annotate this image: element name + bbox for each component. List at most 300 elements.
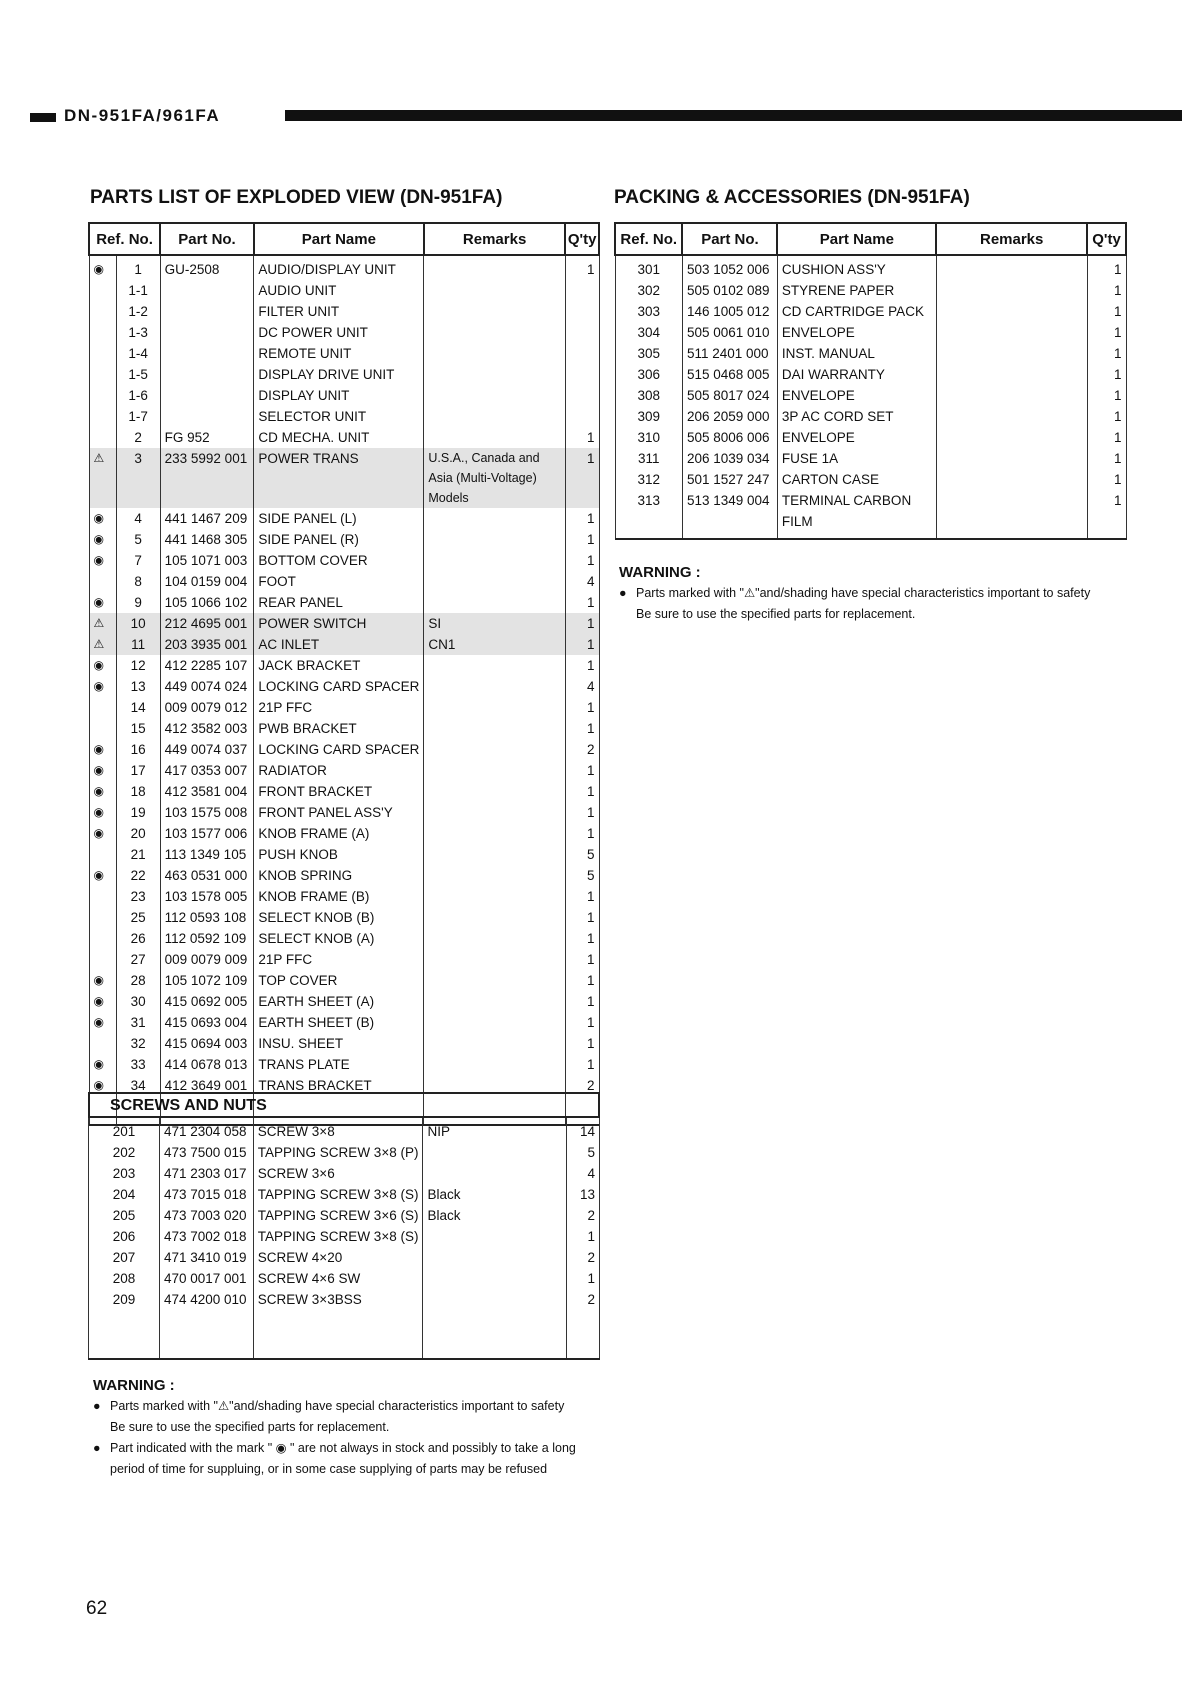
empty-cell [936, 532, 1087, 539]
page-header [30, 106, 1182, 128]
table-row [89, 255, 599, 280]
ref-no-cell: 34 [116, 1075, 160, 1096]
qty-cell: 14 [566, 1118, 599, 1142]
ref-no-cell: 303 [615, 301, 682, 322]
warning-line: Part indicated with the mark " ◉ " are not always in stock and possibly to take a long [110, 1441, 576, 1455]
ref-no-cell: 305 [615, 343, 682, 364]
part-name-cell: 3P AC CORD SET [777, 406, 936, 427]
part-no-cell: 505 0061 010 [682, 322, 777, 343]
mark-cell [89, 280, 116, 301]
remarks-cell [424, 970, 565, 991]
ref-no-cell: 1-2 [116, 301, 160, 322]
qty-cell: 1 [1087, 255, 1126, 280]
ref-no-cell: 23 [116, 886, 160, 907]
part-name-cell: TAPPING SCREW 3×8 (P) [253, 1142, 423, 1163]
remarks-cell [423, 1226, 566, 1247]
table-row [89, 385, 599, 406]
part-no-cell: 513 1349 004 [682, 490, 777, 532]
mark-cell [89, 571, 116, 592]
part-name-cell: TAPPING SCREW 3×8 (S) [253, 1226, 423, 1247]
qty-cell: 1 [565, 928, 599, 949]
part-no-cell: 511 2401 000 [682, 343, 777, 364]
remarks-cell [424, 907, 565, 928]
part-no-cell: GU-2508 [160, 255, 254, 280]
part-no-cell: 473 7015 018 [159, 1184, 253, 1205]
qty-cell: 13 [566, 1184, 599, 1205]
remarks-cell [936, 322, 1087, 343]
model-title: DN-951FA/961FA [64, 106, 221, 125]
parts-list-title: PARTS LIST OF EXPLODED VIEW (DN-951FA) [90, 187, 503, 208]
col-part-no: Part No. [682, 223, 777, 255]
remarks-cell [936, 255, 1087, 280]
table-row [89, 406, 599, 427]
part-name-cell: TRANS PLATE [254, 1054, 424, 1075]
mark-cell [89, 343, 116, 364]
warning-item [619, 583, 1139, 625]
qty-cell: 2 [566, 1205, 599, 1226]
table-row [89, 1268, 600, 1289]
remarks-cell [424, 550, 565, 571]
qty-cell: 5 [565, 865, 599, 886]
stock-mark-icon: ◉ [89, 970, 116, 991]
remarks-cell: SI [424, 613, 565, 634]
part-no-cell: 112 0592 109 [160, 928, 254, 949]
table-row [89, 613, 599, 634]
parts-list-table [88, 222, 600, 1126]
warning-item [93, 1396, 613, 1438]
ref-no-cell: 31 [116, 1012, 160, 1033]
ref-no-cell: 310 [615, 427, 682, 448]
qty-cell: 1 [565, 949, 599, 970]
ref-no-cell: 1-1 [116, 280, 160, 301]
ref-no-cell: 1-3 [116, 322, 160, 343]
part-no-cell: 103 1575 008 [160, 802, 254, 823]
ref-no-cell: 14 [116, 697, 160, 718]
qty-cell: 1 [565, 907, 599, 928]
part-name-cell: EARTH SHEET (B) [254, 1012, 424, 1033]
qty-cell: 1 [1087, 490, 1126, 532]
part-no-cell: 505 8006 006 [682, 427, 777, 448]
remarks-cell [424, 592, 565, 613]
table-row [615, 322, 1126, 343]
table-row [89, 1205, 600, 1226]
remarks-cell [423, 1142, 566, 1163]
ref-no-cell: 311 [615, 448, 682, 469]
part-name-cell: REAR PANEL [254, 592, 424, 613]
part-no-cell: 474 4200 010 [159, 1289, 253, 1310]
part-name-cell: POWER SWITCH [254, 613, 424, 634]
part-name-cell: TAPPING SCREW 3×8 (S) [253, 1184, 423, 1205]
part-no-cell: 503 1052 006 [682, 255, 777, 280]
remarks-cell [936, 427, 1087, 448]
remarks-cell: Black [423, 1205, 566, 1226]
part-no-cell: 441 1467 209 [160, 508, 254, 529]
table-row [89, 1184, 600, 1205]
qty-cell: 1 [565, 427, 599, 448]
mark-cell [89, 1033, 116, 1054]
table-row [615, 301, 1126, 322]
table-row [89, 529, 599, 550]
bullet-icon: ● [93, 1441, 101, 1455]
safety-warning-icon: ⚠ [89, 613, 116, 634]
qty-cell: 1 [565, 760, 599, 781]
ref-no-cell: 1-5 [116, 364, 160, 385]
stock-mark-icon: ◉ [89, 739, 116, 760]
remarks-cell [424, 406, 565, 427]
qty-cell: 1 [565, 255, 599, 280]
part-no-cell: 203 3935 001 [160, 634, 254, 655]
qty-cell: 4 [565, 676, 599, 697]
part-name-cell: SIDE PANEL (L) [254, 508, 424, 529]
part-name-cell: PWB BRACKET [254, 718, 424, 739]
part-name-cell: DISPLAY UNIT [254, 385, 424, 406]
qty-cell: 1 [566, 1226, 599, 1247]
qty-cell: 2 [565, 1075, 599, 1096]
part-no-cell: 449 0074 037 [160, 739, 254, 760]
mark-cell [89, 907, 116, 928]
empty-cell [423, 1310, 566, 1359]
remarks-cell [424, 1054, 565, 1075]
ref-no-cell: 304 [615, 322, 682, 343]
ref-no-cell: 19 [116, 802, 160, 823]
part-no-cell: 412 2285 107 [160, 655, 254, 676]
part-name-cell: CD MECHA. UNIT [254, 427, 424, 448]
part-name-cell: SCREW 3×3BSS [253, 1289, 423, 1310]
part-no-cell: 415 0692 005 [160, 991, 254, 1012]
ref-no-cell: 22 [116, 865, 160, 886]
qty-cell: 1 [1087, 364, 1126, 385]
col-ref-no: Ref. No. [89, 223, 160, 255]
table-row [615, 385, 1126, 406]
part-no-cell: 104 0159 004 [160, 571, 254, 592]
qty-cell: 1 [1087, 469, 1126, 490]
qty-cell [565, 364, 599, 385]
part-no-cell [160, 280, 254, 301]
remarks-cell [424, 697, 565, 718]
part-name-cell: SELECT KNOB (B) [254, 907, 424, 928]
part-no-cell: 471 2304 058 [159, 1118, 253, 1142]
table-row [615, 469, 1126, 490]
part-no-cell: 515 0468 005 [682, 364, 777, 385]
table-row [89, 550, 599, 571]
part-no-cell: 009 0079 009 [160, 949, 254, 970]
mark-cell [89, 385, 116, 406]
mark-cell [89, 886, 116, 907]
table-row [89, 907, 599, 928]
ref-no-cell: 4 [116, 508, 160, 529]
part-name-cell: RADIATOR [254, 760, 424, 781]
remarks-cell: NIP [423, 1118, 566, 1142]
ref-no-cell: 30 [116, 991, 160, 1012]
ref-no-cell: 203 [89, 1163, 160, 1184]
qty-cell: 1 [565, 529, 599, 550]
stock-mark-icon: ◉ [89, 655, 116, 676]
mark-cell [89, 949, 116, 970]
part-name-cell: JACK BRACKET [254, 655, 424, 676]
remarks-cell [424, 802, 565, 823]
remarks-cell [424, 823, 565, 844]
mark-cell [89, 844, 116, 865]
mark-cell [89, 406, 116, 427]
ref-no-cell: 28 [116, 970, 160, 991]
table-row [615, 280, 1126, 301]
remarks-cell [936, 406, 1087, 427]
ref-no-cell: 10 [116, 613, 160, 634]
part-name-cell: POWER TRANS [254, 448, 424, 508]
table-row [89, 364, 599, 385]
remarks-cell [424, 508, 565, 529]
part-name-cell: INST. MANUAL [777, 343, 936, 364]
table-row [89, 427, 599, 448]
qty-cell [565, 343, 599, 364]
qty-cell: 1 [1087, 322, 1126, 343]
part-no-cell: 415 0693 004 [160, 1012, 254, 1033]
table-row [89, 1247, 600, 1268]
stock-mark-icon: ◉ [89, 760, 116, 781]
part-name-cell: BOTTOM COVER [254, 550, 424, 571]
table-row [615, 364, 1126, 385]
table-row [89, 781, 599, 802]
part-name-cell: SCREW 4×6 SW [253, 1268, 423, 1289]
qty-cell: 1 [566, 1268, 599, 1289]
qty-cell: 1 [565, 718, 599, 739]
qty-cell: 1 [565, 802, 599, 823]
part-name-cell: SIDE PANEL (R) [254, 529, 424, 550]
ref-no-cell: 27 [116, 949, 160, 970]
part-no-cell [160, 406, 254, 427]
table-row [89, 1054, 599, 1075]
part-no-cell: 470 0017 001 [159, 1268, 253, 1289]
remarks-cell [936, 490, 1087, 532]
remarks-cell [424, 676, 565, 697]
table-row [89, 655, 599, 676]
table-row [89, 301, 599, 322]
screws-table [88, 1118, 600, 1360]
mark-cell [89, 322, 116, 343]
qty-cell: 1 [565, 613, 599, 634]
part-name-cell: AUDIO/DISPLAY UNIT [254, 255, 424, 280]
ref-no-cell: 26 [116, 928, 160, 949]
remarks-cell [423, 1247, 566, 1268]
warning-box-right [619, 562, 1139, 625]
part-no-cell: 414 0678 013 [160, 1054, 254, 1075]
table-row [615, 255, 1126, 280]
remarks-cell: CN1 [424, 634, 565, 655]
part-name-cell: SCREW 3×8 [253, 1118, 423, 1142]
warning-line: Parts marked with "⚠"and/shading have special characteristics important to safety [636, 586, 1091, 600]
qty-cell: 5 [566, 1142, 599, 1163]
ref-no-cell: 11 [116, 634, 160, 655]
warning-box-bottom [93, 1375, 613, 1480]
part-name-cell: DAI WARRANTY [777, 364, 936, 385]
qty-cell: 4 [566, 1163, 599, 1184]
part-no-cell: 206 1039 034 [682, 448, 777, 469]
table-row [89, 718, 599, 739]
filler-row [615, 532, 1126, 539]
part-name-cell: TOP COVER [254, 970, 424, 991]
remarks-cell [936, 469, 1087, 490]
part-no-cell: 206 2059 000 [682, 406, 777, 427]
empty-cell [777, 532, 936, 539]
remarks-cell [423, 1289, 566, 1310]
ref-no-cell: 32 [116, 1033, 160, 1054]
table-row [89, 1118, 600, 1142]
ref-no-cell: 306 [615, 364, 682, 385]
part-name-cell: DISPLAY DRIVE UNIT [254, 364, 424, 385]
ref-no-cell: 301 [615, 255, 682, 280]
remarks-cell [424, 571, 565, 592]
table-row [615, 448, 1126, 469]
part-name-cell: SCREW 3×6 [253, 1163, 423, 1184]
ref-no-cell: 25 [116, 907, 160, 928]
part-no-cell: 463 0531 000 [160, 865, 254, 886]
remarks-cell [424, 718, 565, 739]
qty-cell: 1 [565, 655, 599, 676]
table-row [89, 280, 599, 301]
empty-cell [615, 532, 682, 539]
part-name-cell: SELECTOR UNIT [254, 406, 424, 427]
part-no-cell: 505 8017 024 [682, 385, 777, 406]
remarks-cell [424, 781, 565, 802]
qty-cell: 1 [1087, 385, 1126, 406]
qty-cell: 1 [565, 592, 599, 613]
part-name-cell: LOCKING CARD SPACER [254, 739, 424, 760]
remarks-cell [424, 301, 565, 322]
table-row [89, 928, 599, 949]
part-name-cell: KNOB FRAME (A) [254, 823, 424, 844]
stock-mark-icon: ◉ [89, 991, 116, 1012]
part-no-cell: 412 3649 001 [160, 1075, 254, 1096]
remarks-cell [424, 928, 565, 949]
ref-no-cell: 1-7 [116, 406, 160, 427]
remarks-cell [424, 280, 565, 301]
part-no-cell: 412 3582 003 [160, 718, 254, 739]
part-name-cell: SCREW 4×20 [253, 1247, 423, 1268]
remarks-cell [936, 448, 1087, 469]
part-no-cell [160, 364, 254, 385]
ref-no-cell: 9 [116, 592, 160, 613]
ref-no-cell: 207 [89, 1247, 160, 1268]
ref-no-cell: 1-6 [116, 385, 160, 406]
stock-mark-icon: ◉ [89, 592, 116, 613]
stock-mark-icon: ◉ [89, 1012, 116, 1033]
part-name-cell: 21P FFC [254, 697, 424, 718]
part-no-cell: 441 1468 305 [160, 529, 254, 550]
part-name-cell: ENVELOPE [777, 427, 936, 448]
remarks-cell [424, 865, 565, 886]
part-name-cell: EARTH SHEET (A) [254, 991, 424, 1012]
part-name-cell: CD CARTRIDGE PACK [777, 301, 936, 322]
part-no-cell: 473 7003 020 [159, 1205, 253, 1226]
part-name-cell: SELECT KNOB (A) [254, 928, 424, 949]
part-no-cell: 233 5992 001 [160, 448, 254, 508]
part-name-cell: FUSE 1A [777, 448, 936, 469]
page-number: 62 [86, 1598, 108, 1619]
qty-cell: 1 [1087, 343, 1126, 364]
empty-cell [566, 1310, 599, 1359]
ref-no-cell: 308 [615, 385, 682, 406]
safety-warning-icon: ⚠ [89, 634, 116, 655]
part-no-cell: 212 4695 001 [160, 613, 254, 634]
table-row [89, 865, 599, 886]
ref-no-cell: 15 [116, 718, 160, 739]
remarks-cell [424, 364, 565, 385]
ref-no-cell: 18 [116, 781, 160, 802]
remarks-cell [423, 1163, 566, 1184]
col-remarks: Remarks [424, 223, 565, 255]
part-no-cell [160, 301, 254, 322]
filler-row [89, 1310, 600, 1359]
table-row [615, 427, 1126, 448]
part-name-cell: ENVELOPE [777, 322, 936, 343]
ref-no-cell: 7 [116, 550, 160, 571]
stock-mark-icon: ◉ [89, 1075, 116, 1096]
qty-cell: 1 [565, 970, 599, 991]
qty-cell: 1 [565, 781, 599, 802]
warning-line: Parts marked with "⚠"and/shading have special characteristics important to safety [110, 1399, 565, 1413]
safety-warning-icon: ⚠ [89, 448, 116, 508]
ref-no-cell: 1 [116, 255, 160, 280]
remarks-cell [424, 1012, 565, 1033]
qty-cell: 1 [565, 1054, 599, 1075]
header-left-bar [30, 113, 56, 122]
remarks-cell [424, 427, 565, 448]
header-right-bar [285, 110, 1182, 121]
part-no-cell [160, 385, 254, 406]
ref-no-cell: 1-4 [116, 343, 160, 364]
table-row [89, 571, 599, 592]
mark-cell [89, 427, 116, 448]
qty-cell: 1 [1087, 427, 1126, 448]
bullet-icon: ● [93, 1399, 101, 1413]
mark-cell [89, 718, 116, 739]
part-no-cell: 417 0353 007 [160, 760, 254, 781]
part-name-cell: FILTER UNIT [254, 301, 424, 322]
col-qty: Q'ty [565, 223, 599, 255]
table-row [89, 949, 599, 970]
part-no-cell: 501 1527 247 [682, 469, 777, 490]
qty-cell: 4 [565, 571, 599, 592]
bullet-icon: ● [619, 586, 627, 600]
part-no-cell: FG 952 [160, 427, 254, 448]
part-no-cell: 009 0079 012 [160, 697, 254, 718]
table-row [615, 343, 1126, 364]
remarks-cell [424, 322, 565, 343]
table-row [615, 406, 1126, 427]
part-name-cell: ENVELOPE [777, 385, 936, 406]
ref-no-cell: 309 [615, 406, 682, 427]
part-name-cell: FOOT [254, 571, 424, 592]
table-row [89, 760, 599, 781]
ref-no-cell: 12 [116, 655, 160, 676]
part-no-cell: 415 0694 003 [160, 1033, 254, 1054]
qty-cell: 1 [565, 550, 599, 571]
stock-mark-icon: ◉ [89, 255, 116, 280]
remarks-cell [424, 655, 565, 676]
table-row [89, 322, 599, 343]
remarks-cell [424, 343, 565, 364]
ref-no-cell: 16 [116, 739, 160, 760]
remarks-cell [936, 364, 1087, 385]
warning-line: period of time for suppluing, or in some case supplying of parts may be refused [110, 1462, 548, 1476]
table-row [89, 1226, 600, 1247]
ref-no-cell: 5 [116, 529, 160, 550]
qty-cell [565, 385, 599, 406]
remarks-cell [424, 949, 565, 970]
remarks-cell [936, 385, 1087, 406]
qty-cell: 1 [565, 823, 599, 844]
qty-cell [565, 301, 599, 322]
